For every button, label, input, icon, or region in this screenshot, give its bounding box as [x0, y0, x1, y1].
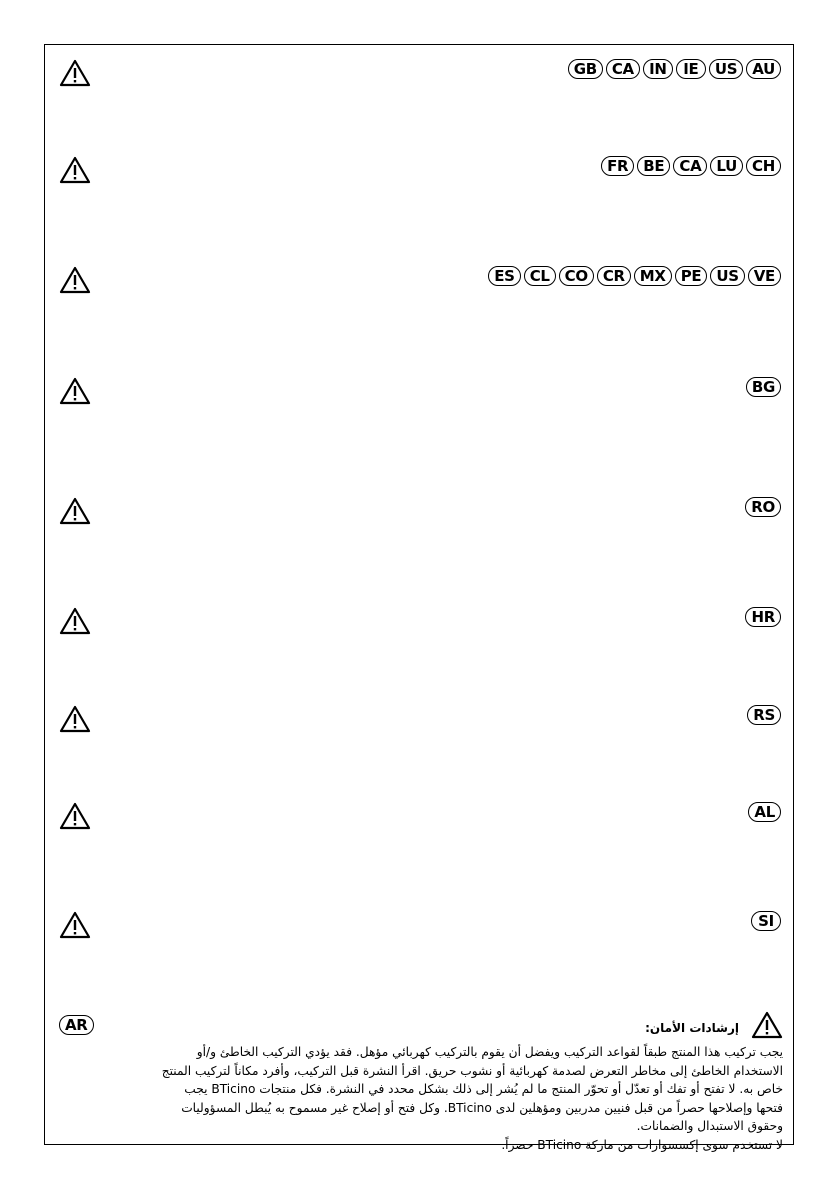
warning-triangle-icon: [59, 377, 91, 405]
country-codes: [745, 607, 781, 627]
country-code-badge: RO: [745, 497, 781, 517]
country-code-badge: SI: [751, 911, 781, 931]
warning-triangle-icon: [59, 156, 91, 184]
country-codes: [746, 377, 781, 397]
arabic-header: [55, 1015, 783, 1041]
country-code-badge: CA: [673, 156, 707, 176]
safety-section-7: [45, 705, 793, 745]
country-code-badge: MX: [634, 266, 672, 286]
country-codes: [748, 802, 781, 822]
warning-triangle-icon: [59, 607, 91, 635]
country-code-badge: GB: [568, 59, 603, 79]
country-code-badge: CO: [559, 266, 594, 286]
safety-section-8: [45, 802, 793, 842]
country-code-badge: BE: [637, 156, 670, 176]
country-code-badge: IE: [676, 59, 706, 79]
arabic-text-line: لا تستخدم سوى إكسسوارات من ماركة BTicino حصراً.: [501, 1137, 783, 1152]
country-code-badge: FR: [601, 156, 634, 176]
arabic-safety-block: [55, 1015, 783, 1154]
safety-section-1: [45, 59, 793, 99]
safety-section-4: [45, 377, 793, 417]
country-code-badge: CA: [606, 59, 640, 79]
warning-triangle-icon: [59, 59, 91, 87]
country-code-badge: VE: [748, 266, 781, 286]
arabic-text-line: خاص به. لا تفتح أو تفك أو تعدّل أو تحوّر المنتج ما لم يُشر إلى ذلك بشكل محدد في النشرة. فكل منتجات BTicino يجب: [184, 1082, 783, 1096]
country-code-badge: AU: [746, 59, 781, 79]
country-code-badge: LU: [710, 156, 743, 176]
warning-triangle-icon: [59, 266, 91, 294]
country-code-badge: CH: [746, 156, 781, 176]
safety-section-3: [45, 266, 793, 306]
country-codes: [745, 497, 781, 517]
country-code-badge: CR: [597, 266, 631, 286]
country-codes: [568, 59, 781, 79]
country-codes: [601, 156, 781, 176]
warning-triangle-icon: [59, 911, 91, 939]
page-frame: [44, 44, 794, 1152]
safety-section-5: [45, 497, 793, 537]
country-codes: [751, 911, 781, 931]
country-code-badge: US: [710, 266, 744, 286]
country-code-badge: RS: [747, 705, 781, 725]
arabic-text-line: وحقوق الاستبدال والضمانات.: [636, 1119, 783, 1133]
arabic-text-line: الاستخدام الخاطئ إلى مخاطر التعرض لصدمة كهربائية أو نشوب حريق. اقرأ النشرة قبل التركيب، وأفرد مكاناً لتركيب المنتج: [161, 1063, 783, 1078]
warning-triangle-icon: [59, 802, 91, 830]
country-code-badge: ES: [488, 266, 520, 286]
country-code-badge: CL: [524, 266, 556, 286]
safety-section-6: [45, 607, 793, 647]
safety-section-9: [45, 911, 793, 951]
warning-triangle-icon: [751, 1011, 783, 1039]
country-codes: [488, 266, 781, 286]
country-code-badge: AL: [748, 802, 781, 822]
country-code-badge: IN: [643, 59, 673, 79]
country-codes: [747, 705, 781, 725]
arabic-text-line: فتحها وإصلاحها حصراً من قبل فنيين مدربين ومؤهلين لدى BTicino. وكل فتح أو إصلاح غير مسموح به يُبطل المسؤوليات: [181, 1100, 783, 1115]
country-code-badge: AR: [59, 1015, 94, 1035]
country-code-badge: BG: [746, 377, 781, 397]
warning-triangle-icon: [59, 497, 91, 525]
arabic-title: إرشادات الأمان:: [645, 1021, 739, 1035]
warning-triangle-icon: [59, 705, 91, 733]
arabic-safety-text: [55, 1043, 783, 1154]
country-code-badge: US: [709, 59, 743, 79]
arabic-text-line: يجب تركيب هذا المنتج طبقاً لقواعد التركيب ويفضل أن يقوم بالتركيب كهربائي مؤهل. فقد يؤدي التركيب الخاطئ و/أو: [196, 1045, 783, 1059]
country-code-badge: HR: [745, 607, 781, 627]
safety-section-2: [45, 156, 793, 196]
country-code-badge: PE: [675, 266, 708, 286]
